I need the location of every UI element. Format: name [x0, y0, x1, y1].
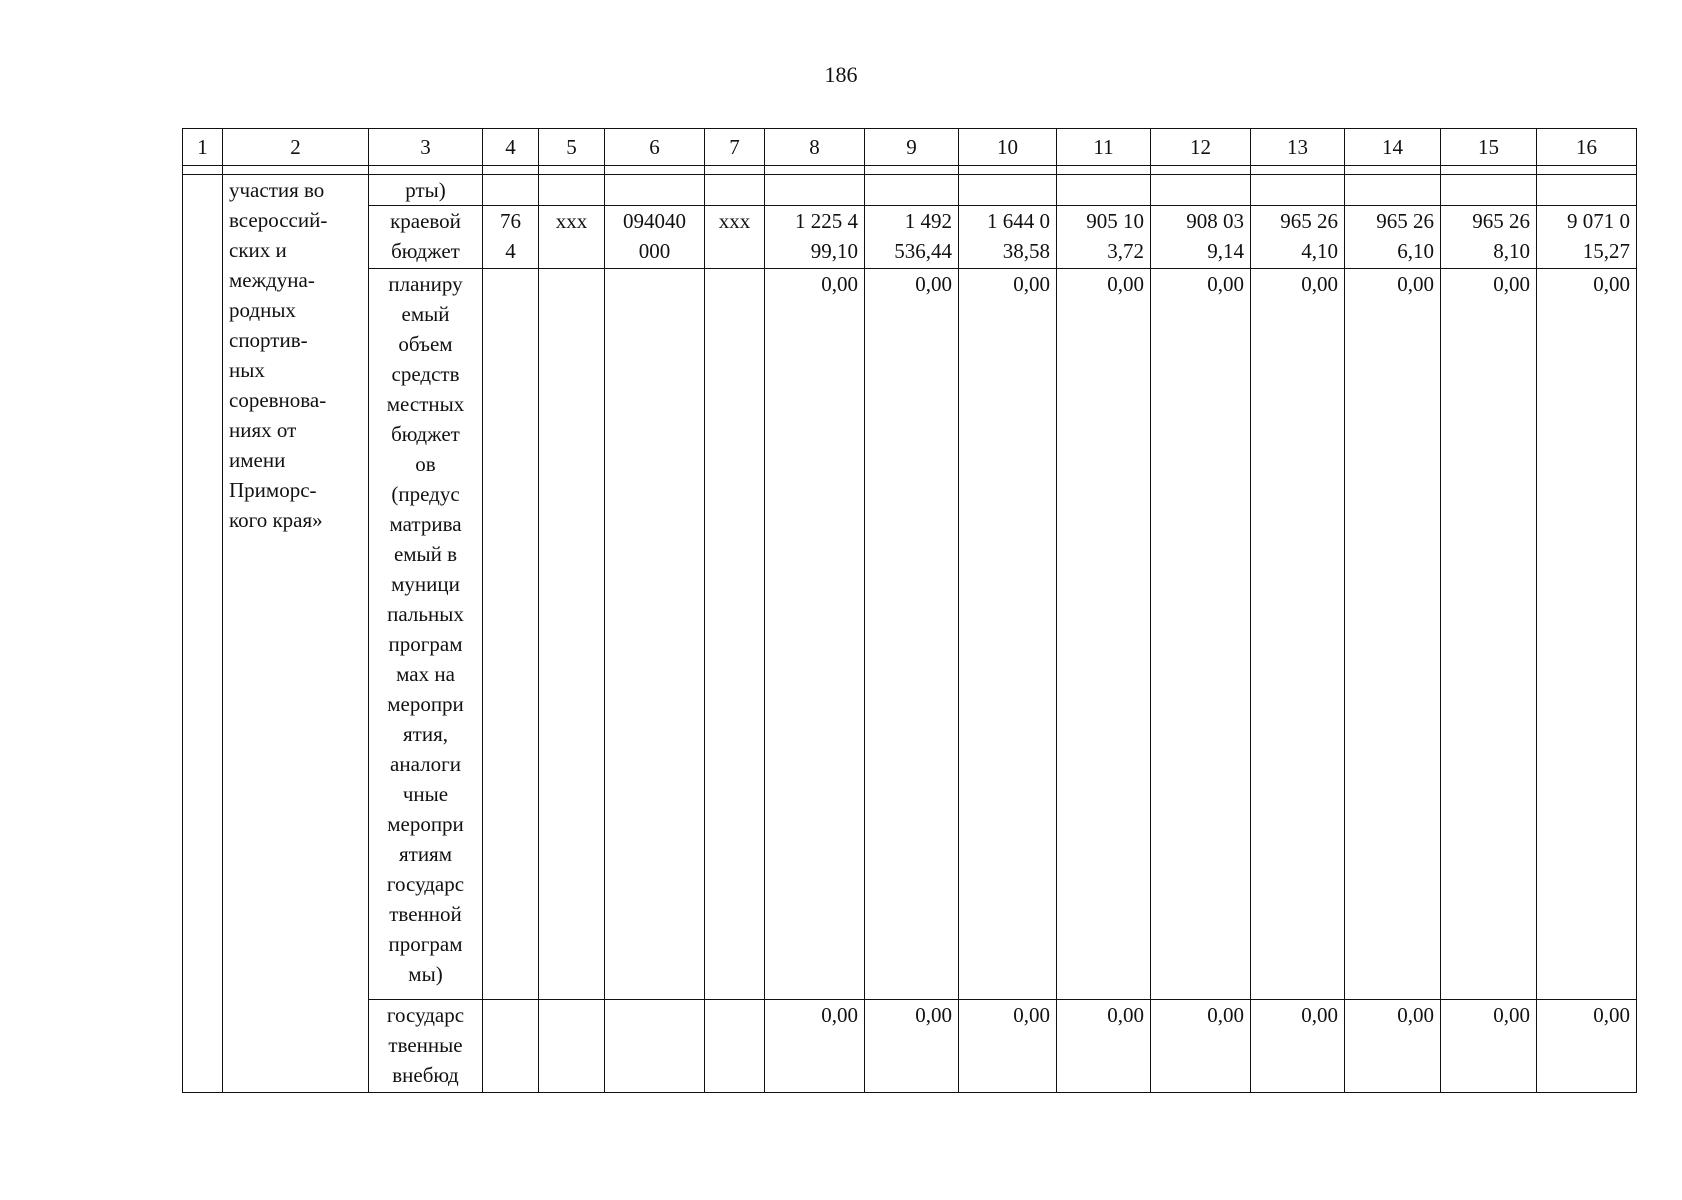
cell-line: 9,14 — [1207, 239, 1244, 263]
header-gap-cell — [1537, 166, 1637, 175]
cell-line: пальных — [387, 602, 464, 626]
amount-cell-col-9 — [865, 206, 959, 269]
code-7-cell — [705, 206, 765, 269]
cell-line: (предус — [391, 482, 460, 506]
cell-line: ххх — [555, 209, 588, 233]
cell-line: 0,00 — [915, 1003, 952, 1027]
column-header-12: 12 — [1151, 129, 1251, 166]
code-6-cell — [605, 1000, 705, 1093]
amount-cell-col-14 — [1345, 175, 1441, 206]
amount-cell-col-16 — [1537, 175, 1637, 206]
code-7-cell — [705, 1000, 765, 1093]
cell-line: 1 644 0 — [987, 209, 1050, 233]
cell-line: 0,00 — [915, 272, 952, 296]
column-header-6: 6 — [605, 129, 705, 166]
header-gap-cell — [483, 166, 539, 175]
code-6-cell — [605, 206, 705, 269]
column-header-2: 2 — [223, 129, 369, 166]
header-row — [183, 129, 1637, 166]
cell-line: програм — [388, 632, 463, 656]
cell-line: 15,27 — [1582, 239, 1630, 263]
header-gap-cell — [765, 166, 865, 175]
amount-cell-col-12 — [1151, 269, 1251, 1000]
amount-cell-col-11 — [1057, 1000, 1151, 1093]
amount-cell-col-13 — [1251, 206, 1345, 269]
code-5-cell — [539, 206, 605, 269]
header-gap-cell — [1057, 166, 1151, 175]
cell-line: 0,00 — [821, 272, 858, 296]
cell-line: государс — [386, 872, 465, 896]
amount-cell-col-8 — [765, 206, 865, 269]
amount-cell-col-16 — [1537, 1000, 1637, 1093]
amount-cell-col-12 — [1151, 175, 1251, 206]
cell-line: рты) — [405, 178, 446, 202]
cell-line: краевой — [390, 209, 461, 233]
cell-line: 0,00 — [1493, 1003, 1530, 1027]
amount-cell-col-9 — [865, 1000, 959, 1093]
column-header-15: 15 — [1441, 129, 1537, 166]
cell-line: 99,10 — [810, 239, 858, 263]
cell-line: аналоги — [390, 752, 461, 776]
cell-line: спортив- — [229, 328, 308, 352]
cell-line: ских и — [229, 238, 287, 262]
cell-line: 0,00 — [1013, 1003, 1050, 1027]
cell-line: 908 03 — [1186, 209, 1244, 233]
header-gap-cell — [183, 166, 223, 175]
funding-source-cell — [369, 269, 483, 1000]
code-4-cell — [483, 269, 539, 1000]
header-gap-cell — [1251, 166, 1345, 175]
code-5-cell — [539, 1000, 605, 1093]
cell-line: 0,00 — [1397, 272, 1434, 296]
cell-line: междуна- — [229, 268, 315, 292]
header-gap-cell — [1441, 166, 1537, 175]
header-gap-cell — [605, 166, 705, 175]
column-header-8: 8 — [765, 129, 865, 166]
cell-line: ниях от — [229, 418, 297, 442]
amount-cell-col-15 — [1441, 269, 1537, 1000]
header-gap-row — [183, 166, 1637, 175]
amount-cell-col-12 — [1151, 206, 1251, 269]
amount-cell-col-13 — [1251, 1000, 1345, 1093]
funding-source-cell — [369, 175, 483, 206]
amount-cell-col-9 — [865, 269, 959, 1000]
cell-line: 6,10 — [1397, 239, 1434, 263]
amount-cell-col-11 — [1057, 175, 1151, 206]
cell-line: 0,00 — [1207, 1003, 1244, 1027]
header-gap-cell — [539, 166, 605, 175]
cell-line: ных — [229, 358, 265, 382]
cell-line: ятия, — [403, 722, 448, 746]
code-5-cell — [539, 175, 605, 206]
code-4-cell — [483, 206, 539, 269]
cell-line: всероссий- — [229, 208, 328, 232]
header-gap-cell — [1345, 166, 1441, 175]
cell-line: ххх — [718, 209, 751, 233]
amount-cell-col-8 — [765, 175, 865, 206]
cell-line: 8,10 — [1493, 239, 1530, 263]
column-header-16: 16 — [1537, 129, 1637, 166]
amount-cell-col-15 — [1441, 206, 1537, 269]
page-number: 186 — [824, 62, 858, 87]
amount-cell-col-14 — [1345, 1000, 1441, 1093]
cell-line: 965 26 — [1376, 209, 1434, 233]
amount-cell-col-10 — [959, 269, 1057, 1000]
header-gap-cell — [865, 166, 959, 175]
funding-source-cell — [369, 1000, 483, 1093]
column-header-3: 3 — [369, 129, 483, 166]
cell-line: государс — [386, 1003, 465, 1027]
cell-line: твенные — [388, 1033, 463, 1057]
cell-line: 76 — [500, 209, 521, 233]
amount-cell-col-11 — [1057, 269, 1151, 1000]
cell-line: бюджет — [391, 422, 460, 446]
column-header-14: 14 — [1345, 129, 1441, 166]
amount-cell-col-13 — [1251, 175, 1345, 206]
event-name-cell — [223, 175, 369, 1093]
amount-cell-col-10 — [959, 1000, 1057, 1093]
cell-line: 1 492 — [904, 209, 952, 233]
column-header-1: 1 — [183, 129, 223, 166]
header-gap-cell — [223, 166, 369, 175]
header-gap-cell — [705, 166, 765, 175]
amount-cell-col-14 — [1345, 206, 1441, 269]
header-gap-cell — [369, 166, 483, 175]
amount-cell-col-10 — [959, 206, 1057, 269]
cell-line: 0,00 — [1301, 272, 1338, 296]
table-row — [183, 175, 1637, 206]
cell-line: 0,00 — [1593, 272, 1630, 296]
cell-line: внебюд — [392, 1063, 459, 1087]
cell-line: мах на — [396, 662, 455, 686]
column-header-9: 9 — [865, 129, 959, 166]
cell-line: 0,00 — [821, 1003, 858, 1027]
cell-line: матрива — [389, 512, 462, 536]
amount-cell-col-13 — [1251, 269, 1345, 1000]
cell-line: 0,00 — [1107, 1003, 1144, 1027]
amount-cell-col-15 — [1441, 1000, 1537, 1093]
amount-cell-col-16 — [1537, 269, 1637, 1000]
cell-line: местных — [386, 392, 465, 416]
code-6-cell — [605, 175, 705, 206]
cell-line: средств — [391, 362, 460, 386]
cell-line: 094040 — [623, 209, 686, 233]
cell-line: бюджет — [391, 239, 460, 263]
code-7-cell — [705, 175, 765, 206]
column-header-11: 11 — [1057, 129, 1151, 166]
column-header-4: 4 — [483, 129, 539, 166]
cell-line: 0,00 — [1301, 1003, 1338, 1027]
cell-line: муници — [391, 572, 460, 596]
amount-cell-col-9 — [865, 175, 959, 206]
amount-cell-col-12 — [1151, 1000, 1251, 1093]
cell-line: меропри — [387, 692, 464, 716]
cell-line: 4 — [505, 239, 516, 263]
table-row — [183, 1000, 1637, 1093]
column-header-5: 5 — [539, 129, 605, 166]
cell-line: емый в — [393, 542, 458, 566]
cell-line: 4,10 — [1301, 239, 1338, 263]
cell-line: емый — [401, 302, 450, 326]
cell-line: родных — [229, 298, 296, 322]
cell-line: участия во — [229, 178, 325, 202]
amount-cell-col-16 — [1537, 206, 1637, 269]
code-7-cell — [705, 269, 765, 1000]
cell-line: 3,72 — [1107, 239, 1144, 263]
cell-line: 9 071 0 — [1567, 209, 1630, 233]
amount-cell-col-8 — [765, 1000, 865, 1093]
cell-line: 1 225 4 — [795, 209, 858, 233]
header-gap-cell — [959, 166, 1057, 175]
cell-line: 0,00 — [1397, 1003, 1434, 1027]
cell-line: 000 — [638, 239, 671, 263]
cell-line: ятиям — [398, 842, 453, 866]
amount-cell-col-14 — [1345, 269, 1441, 1000]
code-4-cell — [483, 1000, 539, 1093]
table-row — [183, 206, 1637, 269]
amount-cell-col-15 — [1441, 175, 1537, 206]
cell-line: соревнова- — [229, 388, 327, 412]
cell-line: планиру — [388, 272, 463, 296]
cell-line: объем — [398, 332, 453, 356]
cell-line: 0,00 — [1013, 272, 1050, 296]
cell-line: мы) — [408, 962, 443, 986]
cell-line: 0,00 — [1107, 272, 1144, 296]
cell-line: ов — [415, 452, 436, 476]
header-gap-cell — [1151, 166, 1251, 175]
amount-cell-col-11 — [1057, 206, 1151, 269]
budget-table — [182, 128, 1637, 1093]
cell-line: 536,44 — [894, 239, 952, 263]
cell-line: меропри — [387, 812, 464, 836]
column-header-7: 7 — [705, 129, 765, 166]
cell-line: твенной — [389, 902, 462, 926]
cell-line: имени — [229, 448, 286, 472]
col1-cell — [183, 175, 223, 1093]
cell-line: 965 26 — [1280, 209, 1338, 233]
cell-line: 905 10 — [1086, 209, 1144, 233]
cell-line: програм — [388, 932, 463, 956]
funding-source-cell — [369, 206, 483, 269]
code-6-cell — [605, 269, 705, 1000]
cell-line: Приморс- — [229, 478, 317, 502]
table-row — [183, 269, 1637, 1000]
code-5-cell — [539, 269, 605, 1000]
cell-line: 38,58 — [1002, 239, 1050, 263]
code-4-cell — [483, 175, 539, 206]
cell-line: 965 26 — [1472, 209, 1530, 233]
column-header-10: 10 — [959, 129, 1057, 166]
cell-line: 0,00 — [1593, 1003, 1630, 1027]
cell-line: чные — [402, 782, 449, 806]
cell-line: кого края» — [229, 508, 323, 532]
cell-line: 0,00 — [1207, 272, 1244, 296]
amount-cell-col-8 — [765, 269, 865, 1000]
column-header-13: 13 — [1251, 129, 1345, 166]
amount-cell-col-10 — [959, 175, 1057, 206]
cell-line: 0,00 — [1493, 272, 1530, 296]
